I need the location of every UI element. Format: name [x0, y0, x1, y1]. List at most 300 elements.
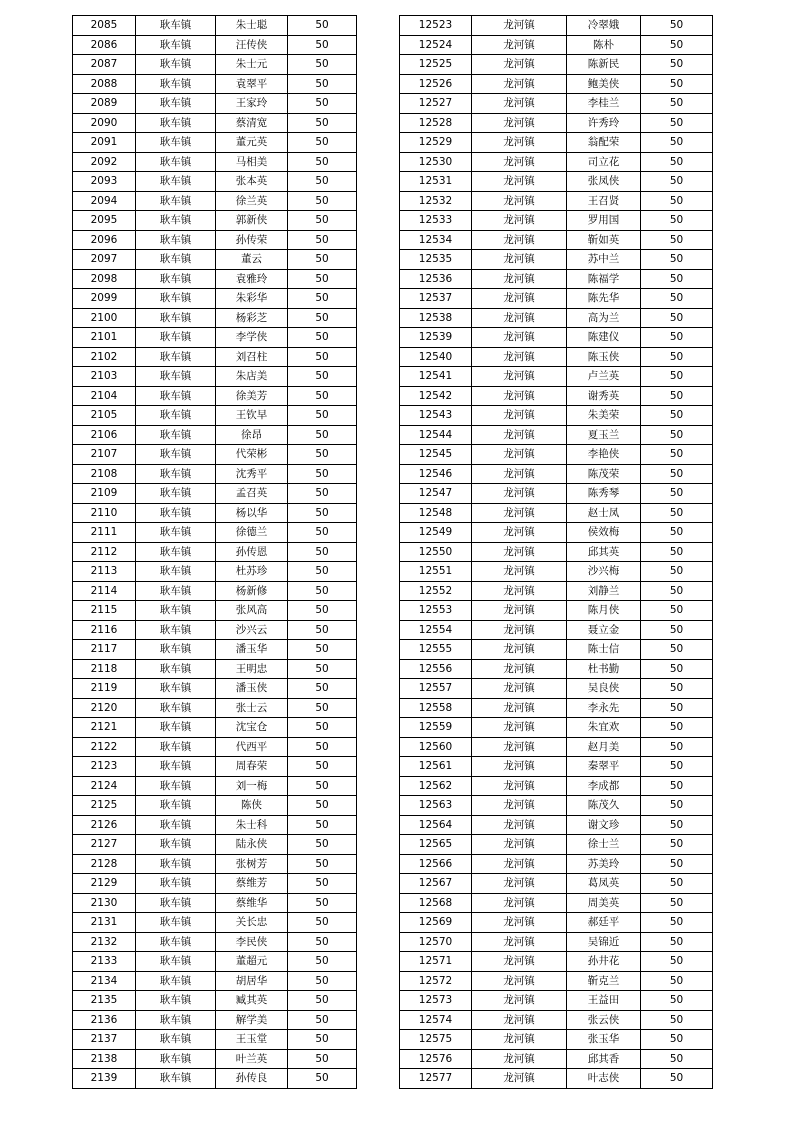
cell-name: 张云侠 — [567, 1010, 641, 1030]
cell-amount: 50 — [641, 503, 713, 523]
cell-name: 叶志侠 — [567, 1069, 641, 1089]
table-row — [400, 289, 713, 309]
cell-amount: 50 — [641, 601, 713, 621]
cell-town: 龙河镇 — [472, 347, 567, 367]
cell-name: 夏玉兰 — [567, 425, 641, 445]
cell-number: 12542 — [400, 386, 472, 406]
table-row — [400, 932, 713, 952]
cell-amount: 50 — [288, 542, 357, 562]
cell-name: 袁雅玲 — [216, 269, 288, 289]
table-row — [400, 35, 713, 55]
cell-amount: 50 — [288, 952, 357, 972]
cell-amount: 50 — [641, 133, 713, 153]
cell-name: 关长忠 — [216, 913, 288, 933]
table-row — [73, 172, 357, 192]
cell-amount: 50 — [641, 1069, 713, 1089]
cell-number: 12564 — [400, 815, 472, 835]
table-row — [73, 191, 357, 211]
cell-name: 朱店美 — [216, 367, 288, 387]
table-row — [400, 601, 713, 621]
cell-town: 龙河镇 — [472, 523, 567, 543]
cell-number: 2087 — [73, 55, 136, 75]
cell-name: 朱彩华 — [216, 289, 288, 309]
cell-name: 冷翠娥 — [567, 16, 641, 36]
table-row — [400, 640, 713, 660]
cell-town: 耿车镇 — [136, 796, 216, 816]
cell-number: 12560 — [400, 737, 472, 757]
table-row — [400, 971, 713, 991]
cell-town: 耿车镇 — [136, 503, 216, 523]
cell-name: 许秀玲 — [567, 113, 641, 133]
table-row — [400, 952, 713, 972]
table-row — [73, 133, 357, 153]
table-row — [73, 776, 357, 796]
cell-town: 龙河镇 — [472, 581, 567, 601]
cell-amount: 50 — [288, 347, 357, 367]
cell-name: 侯效梅 — [567, 523, 641, 543]
table-row — [400, 16, 713, 36]
cell-town: 耿车镇 — [136, 191, 216, 211]
cell-amount: 50 — [641, 659, 713, 679]
cell-town: 龙河镇 — [472, 640, 567, 660]
cell-town: 龙河镇 — [472, 172, 567, 192]
cell-number: 2137 — [73, 1030, 136, 1050]
cell-number: 2105 — [73, 406, 136, 426]
cell-name: 周美英 — [567, 893, 641, 913]
cell-amount: 50 — [288, 464, 357, 484]
cell-town: 龙河镇 — [472, 269, 567, 289]
cell-name: 郝廷平 — [567, 913, 641, 933]
cell-town: 龙河镇 — [472, 308, 567, 328]
table-row — [400, 1030, 713, 1050]
table-row — [400, 1010, 713, 1030]
cell-name: 徐美芳 — [216, 386, 288, 406]
cell-town: 耿车镇 — [136, 659, 216, 679]
cell-number: 12538 — [400, 308, 472, 328]
cell-amount: 50 — [641, 640, 713, 660]
cell-number: 12566 — [400, 854, 472, 874]
table-row — [73, 35, 357, 55]
cell-town: 龙河镇 — [472, 152, 567, 172]
cell-town: 龙河镇 — [472, 698, 567, 718]
cell-town: 龙河镇 — [472, 230, 567, 250]
cell-number: 2112 — [73, 542, 136, 562]
cell-name: 孙井花 — [567, 952, 641, 972]
table-row — [400, 659, 713, 679]
cell-town: 耿车镇 — [136, 620, 216, 640]
table-row — [400, 1069, 713, 1089]
cell-town: 耿车镇 — [136, 328, 216, 348]
table-row — [73, 211, 357, 231]
table-row — [400, 796, 713, 816]
cell-number: 2104 — [73, 386, 136, 406]
cell-number: 12532 — [400, 191, 472, 211]
cell-name: 杨以华 — [216, 503, 288, 523]
table-row — [400, 211, 713, 231]
cell-number: 2120 — [73, 698, 136, 718]
cell-number: 2129 — [73, 874, 136, 894]
cell-town: 龙河镇 — [472, 815, 567, 835]
cell-town: 耿车镇 — [136, 74, 216, 94]
cell-number: 2103 — [73, 367, 136, 387]
table-row — [73, 152, 357, 172]
cell-number: 12556 — [400, 659, 472, 679]
table-row — [73, 757, 357, 777]
cell-amount: 50 — [641, 1010, 713, 1030]
cell-name: 陈茂荣 — [567, 464, 641, 484]
table-row — [400, 191, 713, 211]
table-row — [73, 679, 357, 699]
cell-name: 潘玉侠 — [216, 679, 288, 699]
cell-name: 张本英 — [216, 172, 288, 192]
table-row — [400, 74, 713, 94]
cell-name: 朱士元 — [216, 55, 288, 75]
cell-town: 龙河镇 — [472, 971, 567, 991]
table-row — [400, 503, 713, 523]
table-row — [73, 1069, 357, 1089]
cell-amount: 50 — [641, 523, 713, 543]
table-row — [73, 230, 357, 250]
cell-amount: 50 — [288, 679, 357, 699]
cell-amount: 50 — [288, 367, 357, 387]
table-row — [400, 854, 713, 874]
cell-number: 2133 — [73, 952, 136, 972]
table-row — [73, 698, 357, 718]
cell-town: 耿车镇 — [136, 698, 216, 718]
cell-number: 12554 — [400, 620, 472, 640]
cell-number: 12576 — [400, 1049, 472, 1069]
cell-town: 耿车镇 — [136, 269, 216, 289]
cell-number: 12546 — [400, 464, 472, 484]
table-row — [73, 796, 357, 816]
cell-town: 耿车镇 — [136, 55, 216, 75]
cell-name: 邱其香 — [567, 1049, 641, 1069]
cell-number: 12543 — [400, 406, 472, 426]
cell-number: 2099 — [73, 289, 136, 309]
cell-number: 12559 — [400, 718, 472, 738]
cell-amount: 50 — [641, 1030, 713, 1050]
cell-number: 12525 — [400, 55, 472, 75]
table-row — [73, 445, 357, 465]
cell-name: 朱士科 — [216, 815, 288, 835]
cell-name: 董云 — [216, 250, 288, 270]
cell-number: 12536 — [400, 269, 472, 289]
cell-amount: 50 — [288, 74, 357, 94]
cell-town: 耿车镇 — [136, 679, 216, 699]
table-row — [73, 620, 357, 640]
cell-name: 张凤侠 — [567, 172, 641, 192]
cell-number: 2113 — [73, 562, 136, 582]
cell-amount: 50 — [641, 874, 713, 894]
cell-town: 龙河镇 — [472, 211, 567, 231]
cell-name: 刘召柱 — [216, 347, 288, 367]
cell-name: 孙传良 — [216, 1069, 288, 1089]
cell-name: 杨彩芝 — [216, 308, 288, 328]
cell-number: 12549 — [400, 523, 472, 543]
table-row — [400, 562, 713, 582]
cell-name: 翁配荣 — [567, 133, 641, 153]
cell-amount: 50 — [641, 347, 713, 367]
cell-amount: 50 — [288, 55, 357, 75]
cell-amount: 50 — [641, 1049, 713, 1069]
cell-name: 徐兰英 — [216, 191, 288, 211]
cell-town: 龙河镇 — [472, 1069, 567, 1089]
cell-number: 2128 — [73, 854, 136, 874]
cell-amount: 50 — [641, 620, 713, 640]
cell-number: 12568 — [400, 893, 472, 913]
table-row — [73, 484, 357, 504]
cell-name: 苏中兰 — [567, 250, 641, 270]
cell-amount: 50 — [641, 152, 713, 172]
cell-name: 鲍美侠 — [567, 74, 641, 94]
cell-name: 孟召英 — [216, 484, 288, 504]
table-row — [400, 718, 713, 738]
cell-amount: 50 — [641, 581, 713, 601]
table-row — [400, 620, 713, 640]
cell-amount: 50 — [641, 211, 713, 231]
cell-amount: 50 — [288, 308, 357, 328]
cell-amount: 50 — [641, 971, 713, 991]
cell-number: 2101 — [73, 328, 136, 348]
table-row — [400, 445, 713, 465]
cell-name: 张风高 — [216, 601, 288, 621]
cell-amount: 50 — [641, 464, 713, 484]
table-row — [73, 601, 357, 621]
table-row — [400, 250, 713, 270]
cell-number: 12533 — [400, 211, 472, 231]
cell-amount: 50 — [288, 406, 357, 426]
cell-town: 耿车镇 — [136, 35, 216, 55]
cell-town: 耿车镇 — [136, 835, 216, 855]
cell-name: 董超元 — [216, 952, 288, 972]
table-row — [73, 308, 357, 328]
cell-number: 2091 — [73, 133, 136, 153]
cell-amount: 50 — [288, 16, 357, 36]
cell-number: 2138 — [73, 1049, 136, 1069]
table-row — [400, 874, 713, 894]
cell-town: 龙河镇 — [472, 679, 567, 699]
table-row — [400, 425, 713, 445]
cell-name: 沈秀平 — [216, 464, 288, 484]
cell-town: 耿车镇 — [136, 776, 216, 796]
cell-name: 陈福学 — [567, 269, 641, 289]
cell-name: 靳克兰 — [567, 971, 641, 991]
cell-number: 12558 — [400, 698, 472, 718]
table-row — [73, 542, 357, 562]
cell-town: 龙河镇 — [472, 562, 567, 582]
cell-amount: 50 — [288, 230, 357, 250]
cell-amount: 50 — [288, 640, 357, 660]
table-row — [400, 757, 713, 777]
table-row — [73, 425, 357, 445]
cell-number: 12555 — [400, 640, 472, 660]
cell-number: 2124 — [73, 776, 136, 796]
left-table-body — [73, 16, 357, 1089]
cell-amount: 50 — [288, 523, 357, 543]
cell-town: 龙河镇 — [472, 464, 567, 484]
cell-amount: 50 — [288, 835, 357, 855]
cell-amount: 50 — [641, 35, 713, 55]
table-row — [400, 94, 713, 114]
cell-name: 蔡清宽 — [216, 113, 288, 133]
cell-name: 朱美荣 — [567, 406, 641, 426]
cell-amount: 50 — [641, 932, 713, 952]
cell-amount: 50 — [641, 815, 713, 835]
cell-number: 12550 — [400, 542, 472, 562]
cell-amount: 50 — [641, 250, 713, 270]
table-row — [73, 815, 357, 835]
cell-name: 陈朴 — [567, 35, 641, 55]
table-row — [400, 679, 713, 699]
cell-name: 谢秀英 — [567, 386, 641, 406]
cell-amount: 50 — [288, 250, 357, 270]
left-table — [72, 15, 357, 1089]
cell-amount: 50 — [641, 230, 713, 250]
cell-name: 朱宜欢 — [567, 718, 641, 738]
cell-number: 12575 — [400, 1030, 472, 1050]
cell-number: 2134 — [73, 971, 136, 991]
cell-town: 龙河镇 — [472, 796, 567, 816]
table-row — [73, 386, 357, 406]
table-row — [73, 328, 357, 348]
cell-amount: 50 — [641, 425, 713, 445]
cell-town: 龙河镇 — [472, 133, 567, 153]
cell-number: 2114 — [73, 581, 136, 601]
cell-amount: 50 — [641, 913, 713, 933]
cell-name: 卢兰英 — [567, 367, 641, 387]
cell-name: 汪传侠 — [216, 35, 288, 55]
table-row — [73, 55, 357, 75]
table-row — [73, 737, 357, 757]
table-row — [73, 932, 357, 952]
cell-name: 周春荣 — [216, 757, 288, 777]
cell-name: 吴良侠 — [567, 679, 641, 699]
table-row — [73, 16, 357, 36]
cell-name: 杜书勤 — [567, 659, 641, 679]
cell-number: 2098 — [73, 269, 136, 289]
cell-name: 王明忠 — [216, 659, 288, 679]
cell-amount: 50 — [641, 835, 713, 855]
cell-town: 耿车镇 — [136, 718, 216, 738]
table-row — [73, 464, 357, 484]
cell-town: 龙河镇 — [472, 874, 567, 894]
cell-town: 耿车镇 — [136, 640, 216, 660]
cell-name: 马相美 — [216, 152, 288, 172]
cell-amount: 50 — [641, 562, 713, 582]
table-row — [400, 269, 713, 289]
cell-town: 龙河镇 — [472, 35, 567, 55]
cell-town: 龙河镇 — [472, 484, 567, 504]
cell-name: 吴锦近 — [567, 932, 641, 952]
cell-name: 李成都 — [567, 776, 641, 796]
cell-number: 2106 — [73, 425, 136, 445]
cell-town: 耿车镇 — [136, 874, 216, 894]
cell-town: 龙河镇 — [472, 659, 567, 679]
cell-name: 陈秀琴 — [567, 484, 641, 504]
cell-name: 王益田 — [567, 991, 641, 1011]
table-row — [400, 991, 713, 1011]
cell-amount: 50 — [641, 757, 713, 777]
cell-name: 蔡维芳 — [216, 874, 288, 894]
table-row — [400, 523, 713, 543]
cell-town: 龙河镇 — [472, 55, 567, 75]
cell-name: 孙传荣 — [216, 230, 288, 250]
cell-name: 沙兴梅 — [567, 562, 641, 582]
cell-amount: 50 — [288, 152, 357, 172]
cell-amount: 50 — [641, 737, 713, 757]
cell-number: 12527 — [400, 94, 472, 114]
cell-number: 12577 — [400, 1069, 472, 1089]
cell-amount: 50 — [288, 133, 357, 153]
table-row — [73, 523, 357, 543]
table-row — [73, 113, 357, 133]
cell-town: 耿车镇 — [136, 815, 216, 835]
cell-number: 12530 — [400, 152, 472, 172]
cell-town: 龙河镇 — [472, 991, 567, 1011]
cell-amount: 50 — [641, 328, 713, 348]
cell-town: 耿车镇 — [136, 932, 216, 952]
cell-town: 龙河镇 — [472, 16, 567, 36]
table-row — [400, 815, 713, 835]
cell-number: 12548 — [400, 503, 472, 523]
cell-name: 陈建仪 — [567, 328, 641, 348]
cell-number: 12571 — [400, 952, 472, 972]
cell-number: 12561 — [400, 757, 472, 777]
cell-number: 2096 — [73, 230, 136, 250]
cell-amount: 50 — [288, 971, 357, 991]
cell-name: 杨新修 — [216, 581, 288, 601]
cell-name: 刘一梅 — [216, 776, 288, 796]
cell-amount: 50 — [288, 562, 357, 582]
cell-number: 12569 — [400, 913, 472, 933]
cell-name: 杜苏珍 — [216, 562, 288, 582]
cell-name: 潘玉华 — [216, 640, 288, 660]
cell-number: 12534 — [400, 230, 472, 250]
cell-town: 耿车镇 — [136, 289, 216, 309]
cell-amount: 50 — [288, 913, 357, 933]
table-row — [400, 835, 713, 855]
table-row — [400, 737, 713, 757]
cell-number: 12524 — [400, 35, 472, 55]
cell-amount: 50 — [641, 854, 713, 874]
cell-town: 龙河镇 — [472, 1010, 567, 1030]
cell-amount: 50 — [288, 328, 357, 348]
cell-number: 2110 — [73, 503, 136, 523]
cell-number: 12547 — [400, 484, 472, 504]
cell-name: 李桂兰 — [567, 94, 641, 114]
table-row — [400, 698, 713, 718]
cell-town: 耿车镇 — [136, 211, 216, 231]
table-row — [73, 503, 357, 523]
cell-amount: 50 — [288, 386, 357, 406]
cell-amount: 50 — [641, 289, 713, 309]
cell-number: 12529 — [400, 133, 472, 153]
cell-town: 耿车镇 — [136, 562, 216, 582]
cell-number: 12523 — [400, 16, 472, 36]
cell-name: 陈茂久 — [567, 796, 641, 816]
cell-town: 耿车镇 — [136, 367, 216, 387]
cell-number: 12574 — [400, 1010, 472, 1030]
cell-town: 耿车镇 — [136, 757, 216, 777]
cell-name: 陈玉侠 — [567, 347, 641, 367]
cell-name: 李学侠 — [216, 328, 288, 348]
cell-number: 12528 — [400, 113, 472, 133]
cell-name: 袁翠平 — [216, 74, 288, 94]
cell-name: 郭新侠 — [216, 211, 288, 231]
table-row — [73, 581, 357, 601]
cell-town: 龙河镇 — [472, 386, 567, 406]
cell-number: 12541 — [400, 367, 472, 387]
